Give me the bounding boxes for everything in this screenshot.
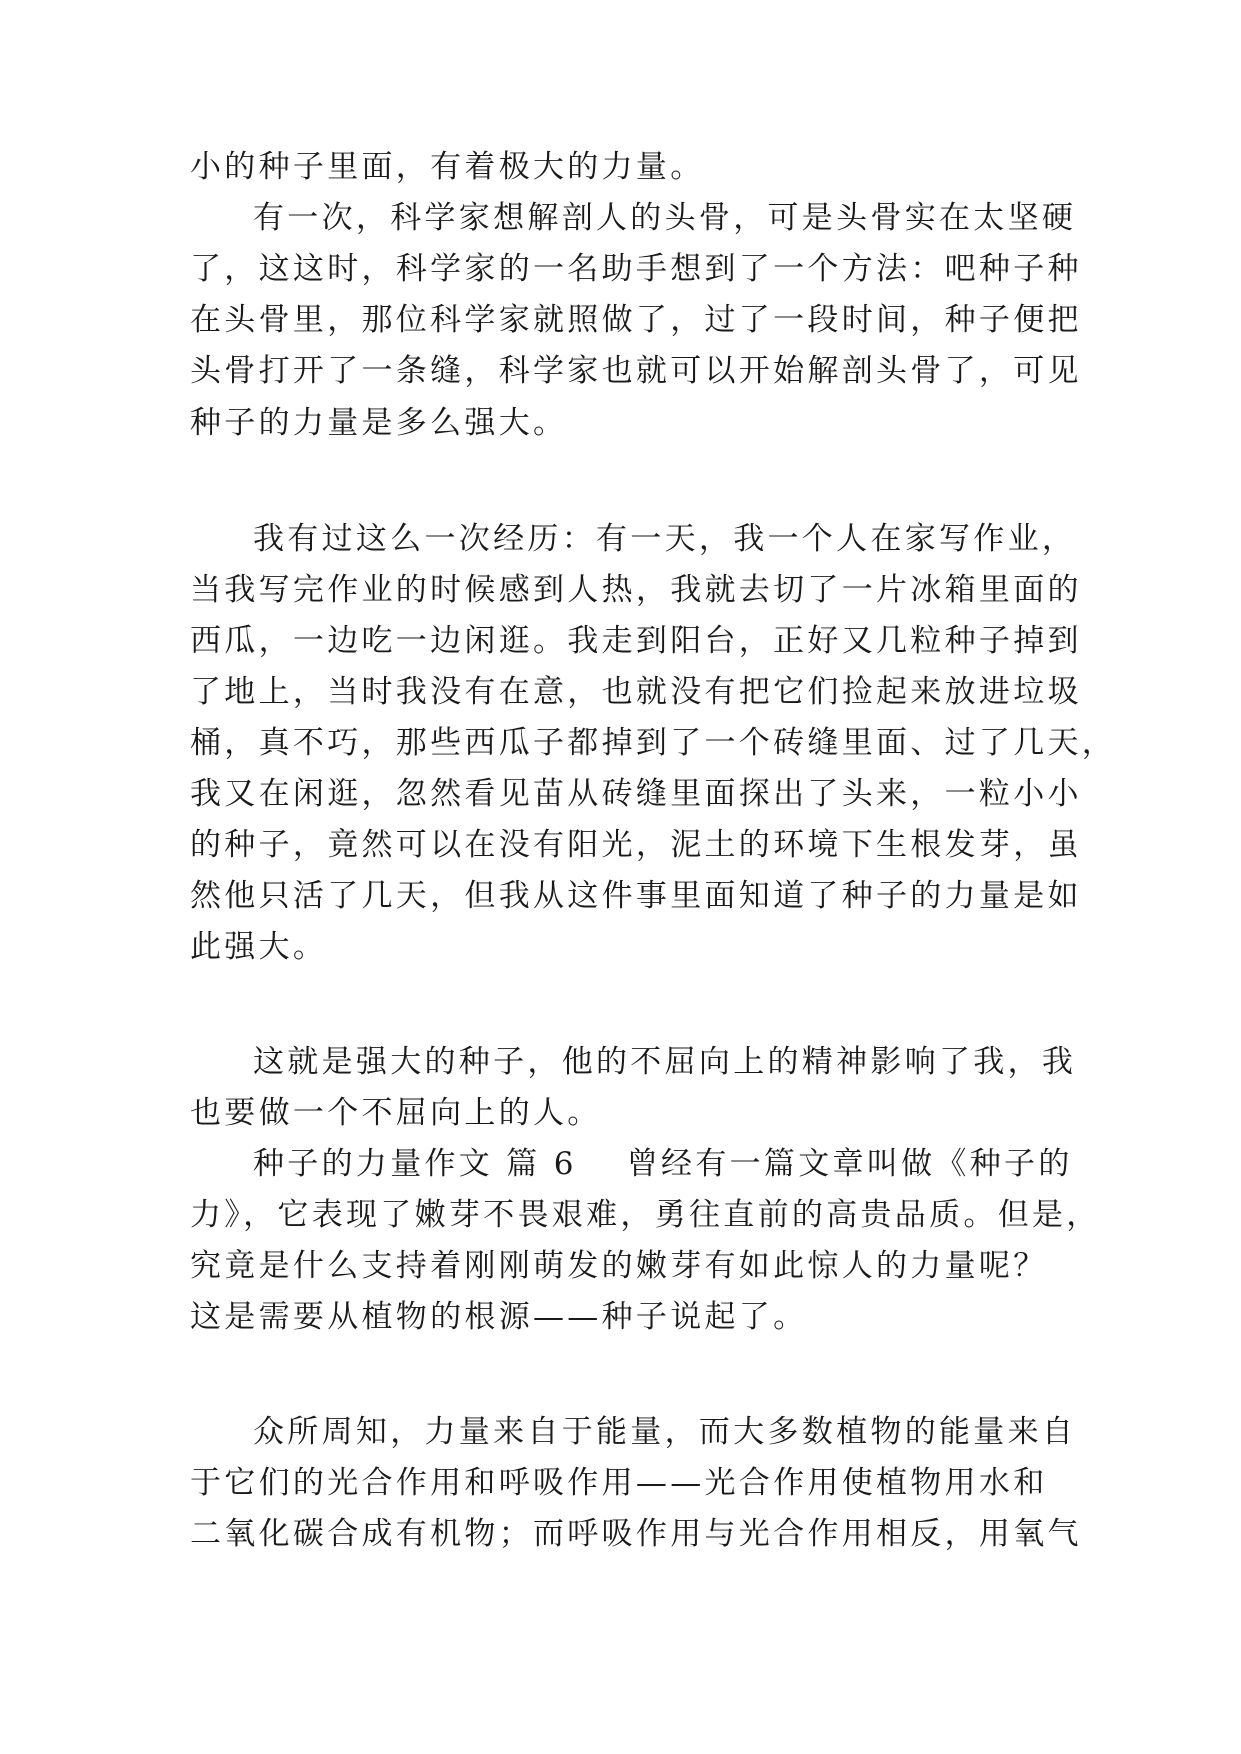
text-line: 此强大。 xyxy=(190,929,328,965)
section-heading: 种子的力量作文 篇 6 xyxy=(253,1146,577,1182)
text-line: 然他只活了几天，但我从这件事里面知道了种子的力量是如 xyxy=(190,878,1082,914)
text-line: 桶，真不巧，那些西瓜子都掉到了一个砖缝里面、过了几天， xyxy=(190,725,1117,761)
text-line: 头骨打开了一条缝，科学家也就可以开始解剖头骨了，可见 xyxy=(190,353,1082,389)
text-line: 二氧化碳合成有机物；而呼吸作用与光合作用相反，用氧气 xyxy=(190,1516,1082,1552)
text-line: 究竟是什么支持着刚刚萌发的嫩芽有如此惊人的力量呢？ xyxy=(190,1248,1048,1284)
text-line: 也要做一个不屈向上的人。 xyxy=(190,1095,602,1131)
text-line: 我又在闲逛，忽然看见苗从砖缝里面探出了头来，一粒小小 xyxy=(190,776,1082,812)
text-line: 于它们的光合作用和呼吸作用——光合作用使植物用水和 xyxy=(190,1465,1048,1501)
text-line: 曾经有一篇文章叫做《种子的 xyxy=(626,1146,1073,1182)
text-line: 西瓜，一边吃一边闲逛。我走到阳台，正好又几粒种子掉到 xyxy=(190,623,1082,659)
text-line: 的种子，竟然可以在没有阳光，泥土的环境下生根发芽，虽 xyxy=(190,827,1082,863)
text-line: 有一次，科学家想解剖人的头骨，可是头骨实在太坚硬 xyxy=(253,200,1077,236)
text-line: 小的种子里面，有着极大的力量。 xyxy=(190,149,705,185)
text-line: 这就是强大的种子，他的不屈向上的精神影响了我，我 xyxy=(253,1044,1077,1080)
text-line: 众所周知，力量来自于能量，而大多数植物的能量来自 xyxy=(253,1414,1077,1450)
text-line: 种子的力量是多么强大。 xyxy=(190,405,568,441)
text-line: 力》，它表现了嫩芽不畏艰难，勇往直前的高贵品质。但是， xyxy=(190,1197,1101,1233)
text-line: 了地上，当时我没有在意，也就没有把它们捡起来放进垃圾 xyxy=(190,674,1082,710)
text-line: 我有过这么一次经历：有一天，我一个人在家写作业， xyxy=(253,521,1077,557)
text-line: 当我写完作业的时候感到人热，我就去切了一片冰箱里面的 xyxy=(190,572,1082,608)
text-line: 在头骨里，那位科学家就照做了，过了一段时间，种子便把 xyxy=(190,302,1082,338)
text-line: 了，这这时，科学家的一名助手想到了一个方法：吧种子种 xyxy=(190,251,1082,287)
text-line: 这是需要从植物的根源——种子说起了。 xyxy=(190,1299,808,1335)
